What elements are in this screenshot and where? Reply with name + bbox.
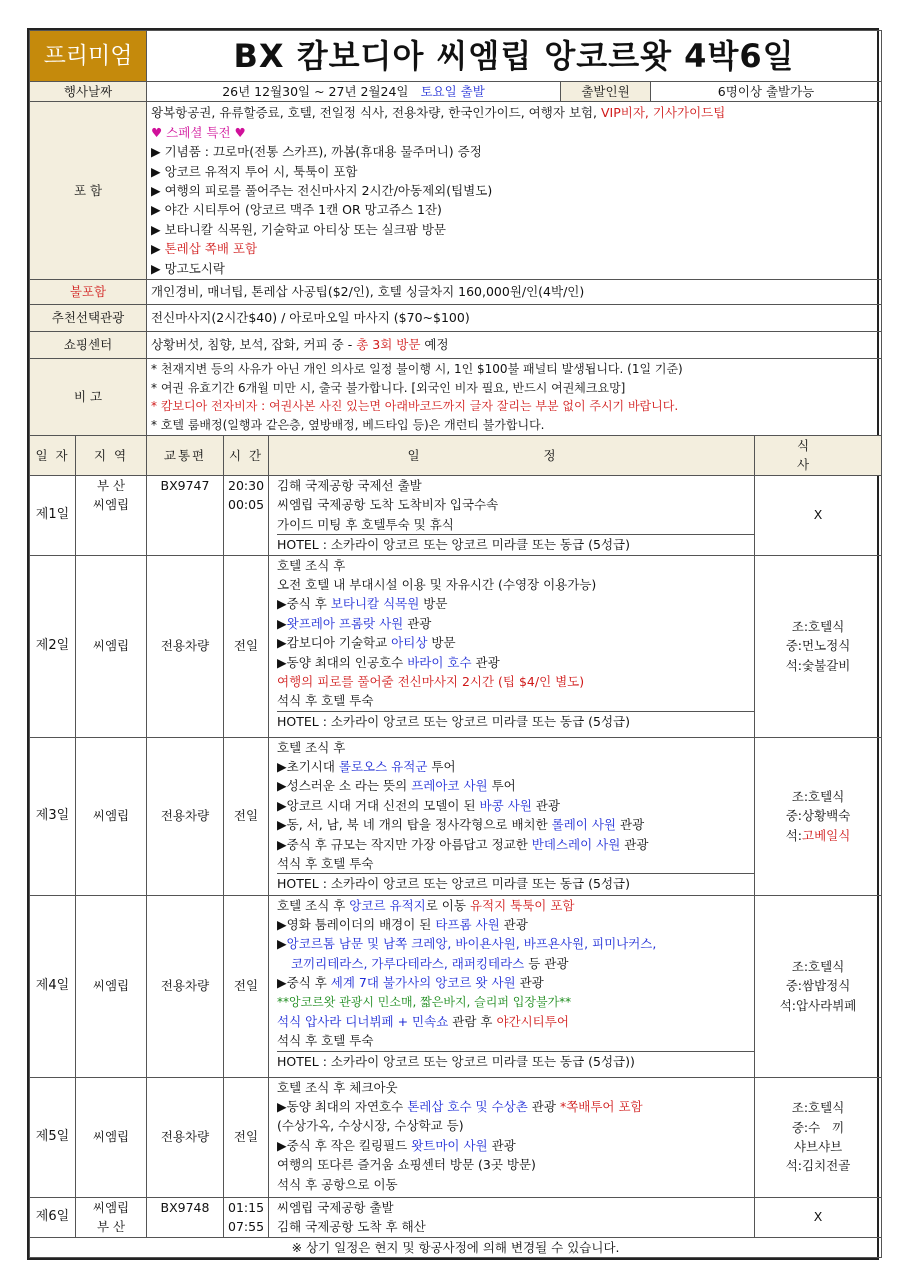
meal-dinner: 석:김치전골 — [785, 1158, 851, 1174]
meal-lunch: 중:먼노정식 — [785, 638, 851, 654]
note-item-important: * 캄보디아 전자비자 : 여권사본 사진 있는면 아래바코드까지 글자 잘리는 부분 없이 주시기 바랍니다. — [151, 399, 679, 414]
bullet: ▶ — [151, 241, 165, 257]
schedule-line: 호텔 조식 후 체크아웃 — [277, 1079, 398, 1095]
region-destination: 부 산 — [96, 1219, 126, 1234]
region-destination: 씨엠립 — [92, 497, 130, 513]
flight-times — [224, 475, 269, 555]
itinerary-sheet — [27, 28, 879, 1260]
attraction: 롤레이 사원 — [551, 817, 617, 833]
text: 관광 — [471, 654, 500, 670]
schedule-line: 석식 후 호텔 투숙 — [277, 1033, 374, 1049]
people-value: 6명이상 출발가능 — [651, 82, 882, 102]
text: ▶앙코르 시대 거대 신전의 모델이 된 — [277, 797, 480, 813]
attraction: 왓트마이 사원 — [411, 1137, 488, 1153]
attraction: 아티상 — [391, 635, 428, 651]
attraction: 앙코르톰 남문 및 남쪽 크레앙, 바이욘사원, 바프욘사원, 피미나커스, — [286, 936, 657, 952]
transport: 전용차량 — [147, 737, 224, 895]
day-row-4 — [30, 895, 882, 1077]
shopping-row — [30, 332, 882, 359]
attraction: 바라이 호수 — [407, 654, 472, 670]
excludes-value: 개인경비, 매너팁, 톤레삽 사공팁($2/인), 호텔 싱글차지 160,000원/인(4박/인) — [147, 280, 882, 305]
text: ▶중식 후 — [277, 975, 331, 991]
region-origin: 부 산 — [96, 477, 126, 493]
flight-number: BX9747 — [147, 475, 224, 555]
day-schedule — [269, 1197, 755, 1237]
text: ▶캄보디아 기술학교 — [277, 635, 392, 651]
text: ▶ — [277, 936, 287, 952]
date-row — [30, 82, 882, 102]
note-item: * 여권 유효기간 6개월 미만 시, 출국 불가합니다. [외국인 비자 필요, 반드시 여권체크요망] — [151, 380, 626, 395]
schedule-line: 김해 국제공항 국제선 출발 — [277, 477, 422, 493]
benefit-item: ▶ 보타니칼 식목원, 기술학교 아티상 또는 실크팜 방문 — [151, 221, 446, 237]
day-schedule — [269, 555, 755, 737]
meal-lunch: 중:쌈밥정식 — [785, 978, 851, 994]
meal-info — [755, 1077, 882, 1197]
transport: 전용차량 — [147, 555, 224, 737]
premium-badge: 프리미엄 — [30, 31, 147, 82]
text: ▶초기시대 — [277, 758, 339, 774]
attraction: 바콩 사원 — [479, 797, 532, 813]
night-tour: 야간시티투어 — [496, 1013, 569, 1029]
text: ▶중식 후 규모는 작지만 가장 아름답고 정교한 — [277, 836, 532, 852]
title-row — [30, 31, 882, 82]
note-item: * 호텔 룸배정(일행과 같은층, 옆방배정, 베드타입 등)은 개런티 불가합니다. — [151, 417, 545, 432]
text: ▶중식 후 작은 킬링필드 — [277, 1137, 412, 1153]
day-schedule — [269, 1077, 755, 1197]
day-region: 씨엠립 — [76, 737, 147, 895]
excludes-label: 불포함 — [30, 280, 147, 305]
date-range: 26년 12월30일 ~ 27년 2월24일 — [222, 84, 409, 99]
day-region — [76, 475, 147, 555]
benefit-item: ▶ 망고도시락 — [151, 260, 225, 276]
schedule-line: 오전 호텔 내 부대시설 이용 및 자유시간 (수영장 이용가능) — [277, 576, 597, 592]
time-slot: 전일 — [224, 895, 269, 1077]
text: ▶ — [277, 615, 287, 631]
attraction: 롤로오스 유적군 — [338, 758, 428, 774]
departure-day: 토요일 출발 — [420, 84, 485, 99]
meal-breakfast: 조:호텔식 — [791, 958, 845, 974]
day-schedule — [269, 895, 755, 1077]
includes-row — [30, 102, 882, 280]
text: 관광 — [499, 916, 528, 932]
text: ▶영화 툼레이더의 배경이 된 — [277, 916, 436, 932]
schedule-line: 가이드 미팅 후 호텔투숙 및 휴식 — [277, 516, 454, 532]
day-row-1 — [30, 475, 882, 555]
shopping-suffix: 예정 — [420, 337, 449, 353]
flight-number: BX9748 — [147, 1197, 224, 1237]
optional-label: 추천선택관광 — [30, 305, 147, 332]
meal-breakfast: 조:호텔식 — [791, 788, 845, 804]
footer-row — [30, 1237, 882, 1257]
date-value — [147, 82, 561, 102]
col-time: 시 간 — [224, 436, 269, 476]
notes-row — [30, 359, 882, 436]
text: 관광 — [616, 817, 645, 833]
day-schedule — [269, 475, 755, 555]
meal-breakfast: 조:호텔식 — [791, 1100, 845, 1116]
attraction: 세계 7대 불가사의 앙코르 왓 사원 — [330, 975, 516, 991]
transport: 전용차량 — [147, 1077, 224, 1197]
meal-info — [755, 555, 882, 737]
benefit-item: ▶ 앙코르 유적지 투어 시, 툭툭이 포함 — [151, 163, 358, 179]
text: 투어 — [427, 758, 456, 774]
shopping-count: 총 3회 방문 — [356, 337, 421, 353]
meal-info — [755, 737, 882, 895]
attraction: 앙코르 유적지 — [349, 897, 426, 913]
includes-basic: 왕복항공권, 유류할증료, 호텔, 전일정 식사, 전용차량, 한국인가이드, 여행자 보험, — [151, 105, 601, 121]
text: 관람 후 — [448, 1013, 497, 1029]
flight-times — [224, 1197, 269, 1237]
schedule-line: 씨엠립 국제공항 출발 — [277, 1199, 394, 1215]
meal-lunch: 중:상황백숙 — [785, 808, 851, 824]
text: ▶동양 최대의 인공호수 — [277, 654, 408, 670]
dinner-show: 석식 압사라 디너뷔페 + 민속쇼 — [277, 1013, 449, 1029]
time-slot: 전일 — [224, 555, 269, 737]
day-label: 제4일 — [30, 895, 76, 1077]
special-benefit-title: ♥ 스페셜 특전 ♥ — [151, 124, 246, 140]
day-label: 제6일 — [30, 1197, 76, 1237]
text: 관광 — [527, 1098, 560, 1114]
col-meal: 식 사 — [755, 436, 882, 476]
day-row-6 — [30, 1197, 882, 1237]
day-row-3 — [30, 737, 882, 895]
day-label: 제3일 — [30, 737, 76, 895]
schedule-line: 여행의 또다른 즐거움 쇼핑센터 방문 (3곳 방문) — [277, 1157, 536, 1173]
schedule-line: 석식 후 호텔 투숙 — [277, 693, 374, 709]
footer-note: ※ 상기 일정은 현지 및 항공사정에 의해 변경될 수 있습니다. — [30, 1237, 882, 1257]
col-region: 지 역 — [76, 436, 147, 476]
benefit-item: ▶ 여행의 피로를 풀어주는 전신마사지 2시간/아동제외(팁별도) — [151, 183, 493, 199]
text: 등 관광 — [524, 955, 569, 971]
day-region: 씨엠립 — [76, 555, 147, 737]
text: 관광 — [620, 836, 649, 852]
time-slot: 전일 — [224, 737, 269, 895]
note-item: * 천재지변 등의 사유가 아닌 개인 의사로 일정 불이행 시, 1인 $100불 패널티 발생됩니다. (1일 기준) — [151, 362, 683, 377]
arrival-time: 00:05 — [228, 497, 265, 513]
shopping-value — [147, 332, 882, 359]
transport: 전용차량 — [147, 895, 224, 1077]
shopping-label: 쇼핑센터 — [30, 332, 147, 359]
schedule-line: 호텔 조식 후 — [277, 557, 346, 573]
col-transport: 교통편 — [147, 436, 224, 476]
attraction: 왓프레아 프롬랏 사원 — [286, 615, 404, 631]
text: 방문 — [427, 635, 456, 651]
includes-content — [147, 102, 882, 280]
meal-info: X — [755, 475, 882, 555]
col-day: 일 자 — [30, 436, 76, 476]
day-label: 제5일 — [30, 1077, 76, 1197]
includes-label: 포 함 — [30, 102, 147, 280]
col-schedule: 일 정 — [269, 436, 755, 476]
page-title: BX 캄보디아 씨엠립 앙코르왓 4박6일 — [147, 31, 882, 82]
benefit-item-highlight: 톤레삽 쪽배 포함 — [164, 241, 258, 257]
text: 관광 — [531, 797, 560, 813]
notes-label: 비 고 — [30, 359, 147, 436]
meal-dinner: 석:숯불갈비 — [785, 657, 851, 673]
departure-time: 01:15 — [228, 1199, 265, 1215]
text: ▶중식 후 — [277, 596, 331, 612]
benefit-item: ▶ 기념품 : 끄로마(전통 스카프), 까봄(휴대용 물주머니) 증정 — [151, 144, 482, 160]
text: 관광 — [403, 615, 432, 631]
text: ▶동, 서, 남, 북 네 개의 탑을 정사각형으로 배치한 — [277, 817, 552, 833]
text: 투어 — [487, 778, 516, 794]
attraction: 보타니칼 식목원 — [330, 596, 420, 612]
departure-time: 20:30 — [228, 477, 265, 493]
meal-dinner: 고베일식 — [802, 827, 851, 843]
text: 로 이동 — [425, 897, 470, 913]
text: ▶성스러운 소 라는 뜻의 — [277, 778, 412, 794]
day-row-2 — [30, 555, 882, 737]
text: 관광 — [487, 1137, 516, 1153]
text: 석: — [785, 827, 803, 843]
attraction: 프레아코 사원 — [411, 778, 488, 794]
meal-breakfast: 조:호텔식 — [791, 618, 845, 634]
hotel-line: HOTEL : 소카라이 앙코르 또는 앙코르 미라클 또는 동급 (5성급)) — [277, 1051, 754, 1071]
time-slot: 전일 — [224, 1077, 269, 1197]
schedule-line: 김해 국제공항 도착 후 해산 — [277, 1219, 426, 1234]
meal-info — [755, 895, 882, 1077]
day-region: 씨엠립 — [76, 895, 147, 1077]
attraction: 톤레삽 호수 및 수상촌 — [407, 1098, 528, 1114]
benefit-item: ▶ 야간 시티투어 (앙코르 맥주 1캔 OR 망고쥬스 1잔) — [151, 202, 442, 218]
text: 방문 — [419, 596, 448, 612]
column-header-row — [30, 436, 882, 476]
meal-lunch-detail: 샤브샤브 — [793, 1139, 843, 1154]
arrival-time: 07:55 — [228, 1219, 265, 1234]
date-label: 행사날짜 — [30, 82, 147, 102]
hotel-line: HOTEL : 소카라이 앙코르 또는 앙코르 미라클 또는 동급 (5성급) — [277, 534, 754, 554]
day-schedule — [269, 737, 755, 895]
region-origin: 씨엠립 — [92, 1199, 130, 1215]
attraction: 타프롬 사원 — [435, 916, 500, 932]
highlight: 유적지 툭툭이 포함 — [469, 897, 575, 913]
highlight: *쪽배투어 포함 — [559, 1098, 643, 1114]
dress-code-note: **앙코르왓 관광시 민소매, 짧은바지, 슬리퍼 입장불가** — [277, 994, 572, 1009]
text: 호텔 조식 후 — [277, 897, 350, 913]
day-row-5 — [30, 1077, 882, 1197]
day-region — [76, 1197, 147, 1237]
hotel-line: HOTEL : 소카라이 앙코르 또는 앙코르 미라클 또는 동급 (5성급) — [277, 711, 754, 731]
schedule-line: 호텔 조식 후 — [277, 739, 346, 755]
meal-dinner: 석:압사라뷔페 — [779, 997, 857, 1013]
notes-content — [147, 359, 882, 436]
day-region: 씨엠립 — [76, 1077, 147, 1197]
itinerary-table — [29, 30, 882, 1258]
schedule-line: 석식 후 공항으로 이동 — [277, 1176, 398, 1192]
schedule-line: 석식 후 호텔 투숙 — [277, 855, 374, 871]
day-label: 제2일 — [30, 555, 76, 737]
schedule-line: 씨엠립 국제공항 도착 도착비자 입국수속 — [277, 497, 499, 513]
meal-lunch: 중:수 끼 — [791, 1119, 845, 1135]
people-label: 출발인원 — [561, 82, 651, 102]
attraction: 코끼리테라스, 가루다테라스, 래퍼킹테라스 — [291, 955, 525, 971]
text: 관광 — [515, 975, 544, 991]
text: ▶동양 최대의 자연호수 — [277, 1098, 408, 1114]
hotel-line: HOTEL : 소카라이 앙코르 또는 앙코르 미라클 또는 동급 (5성급) — [277, 873, 754, 893]
includes-vip: VIP비자, 기사가이드팁 — [600, 105, 726, 121]
shopping-items: 상황버섯, 침향, 보석, 잡화, 커피 중 - — [151, 337, 357, 353]
schedule-line: (수상가옥, 수상시장, 수상학교 등) — [277, 1118, 464, 1134]
excludes-row — [30, 280, 882, 305]
massage-line: 여행의 피로를 풀어줄 전신마사지 2시간 (팁 $4/인 별도) — [277, 673, 585, 689]
optional-row — [30, 305, 882, 332]
optional-value: 전신마사지(2시간$40) / 아로마오일 마사지 ($70~$100) — [147, 305, 882, 332]
meal-info: X — [755, 1197, 882, 1237]
day-label: 제1일 — [30, 475, 76, 555]
attraction: 반데스레이 사원 — [531, 836, 621, 852]
